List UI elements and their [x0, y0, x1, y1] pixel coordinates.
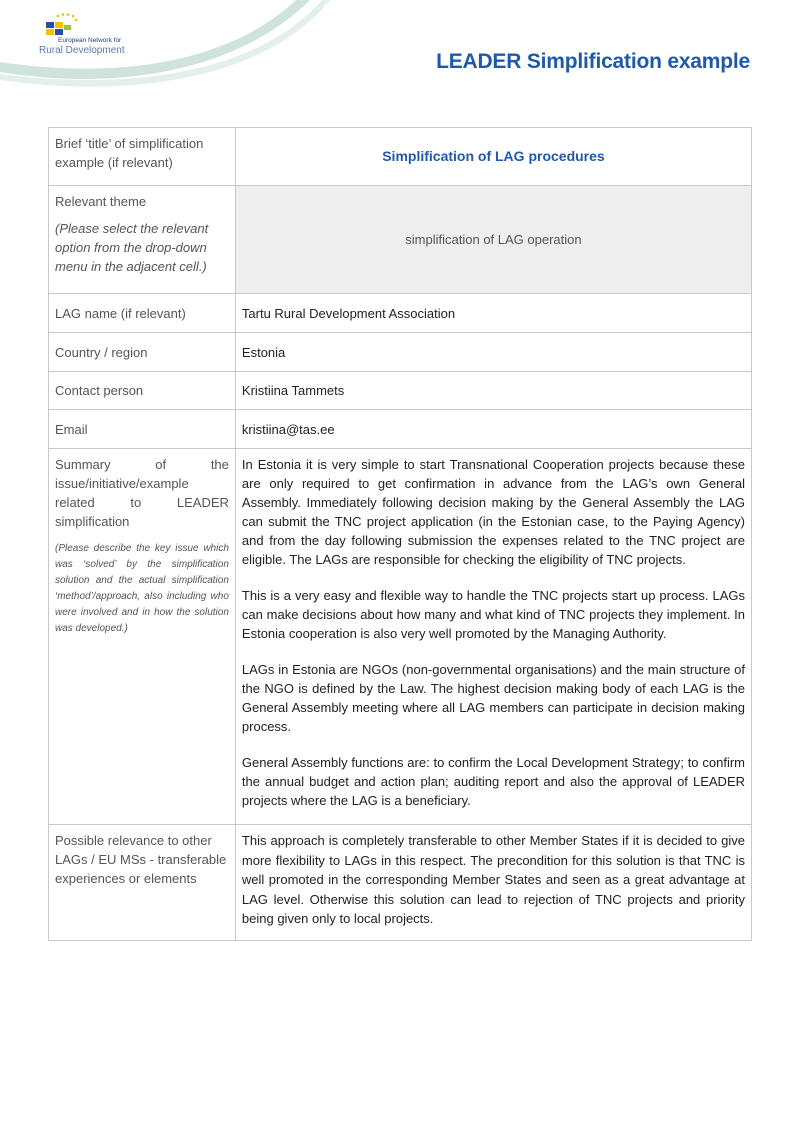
summary-paragraph: General Assembly functions are: to confirm the Local Development Strategy; to confirm the annual budget and action plan; auditing report and also the approval of LEADER projects where the LAG is a beneficiary.: [241, 755, 745, 808]
row-title-value: [235, 128, 751, 186]
row-summary-label: [49, 449, 236, 825]
lag-name-label: LAG name (if relevant): [49, 294, 236, 333]
logo-text-line2: Rural Development: [39, 45, 125, 56]
document-title: LEADER Simplification example: [436, 50, 750, 73]
row-theme: [49, 186, 752, 294]
summary-paragraph: This is a very easy and flexible way to handle the TNC projects start up process. LAGs can make decisions about how many and what kind of TNC projects they implement. In Estonia cooperation is also very well promoted by the Managing Authority.: [241, 588, 745, 641]
simplification-table: [48, 127, 752, 941]
theme-hint: (Please select the relevant option from the drop-down menu in the adjacent cell.): [55, 221, 209, 274]
email-value: kristiina@tas.ee: [235, 410, 751, 449]
logo-emblem-icon: [40, 12, 84, 38]
logo-text-line1: European Network for: [58, 37, 122, 44]
row-lag-name: [49, 294, 752, 333]
relevance-value: This approach is completely transferable to other Member States if it is decided to give more flexibility to LAGs in this respect. The precondition for this solution is that TNC is well promoted in the corresponding Member States and seen as a great advantage at LAG level. Otherwise this solution can lead to rejection of TNC projects and priority being given only to local projects.: [235, 825, 751, 941]
summary-label: Summary of the issue/initiative/example related to LEADER simplification: [55, 457, 229, 529]
simplification-title: Simplification of LAG procedures: [382, 148, 605, 164]
row-email: [49, 410, 752, 449]
row-summary: [49, 449, 752, 825]
enrd-logo: [38, 10, 148, 58]
row-relevance: [49, 825, 752, 941]
page-header: [0, 0, 800, 100]
row-title-label: Brief ‘title’ of simplification example (if relevant): [49, 128, 236, 186]
row-title: [49, 128, 752, 186]
country-value: Estonia: [235, 333, 751, 372]
summary-paragraph: LAGs in Estonia are NGOs (non-governmental organisations) and the main structure of the NGO is defined by the Law. The highest decision making body of each LAG is the General Assembly meeting where all LAG members can participate in decision making process.: [241, 662, 745, 734]
lag-name-value: Tartu Rural Development Association: [235, 294, 751, 333]
theme-selected-value: simplification of LAG operation: [405, 232, 582, 247]
row-country: [49, 333, 752, 372]
contact-value: Kristiina Tammets: [235, 372, 751, 410]
email-label: Email: [49, 410, 236, 449]
relevance-label: Possible relevance to other LAGs / EU MSs - transferable experiences or elements: [49, 825, 236, 941]
row-contact: [49, 372, 752, 410]
theme-label: Relevant theme: [55, 194, 147, 209]
country-label: Country / region: [49, 333, 236, 372]
summary-value: [235, 449, 751, 825]
summary-paragraph: In Estonia it is very simple to start Transnational Cooperation projects because these are only required to get confirmation in advance from the LAG’s own General Assembly. Immediately following decision making by the General Assembly the LAG can submit the TNC project application (in the Estonian case, to the Paying Agency) and from the day following submission the expenses related to the TNC project are eligible. The LAGs are responsible for checking the eligibility of TNC projects.: [241, 457, 745, 567]
contact-label: Contact person: [49, 372, 236, 410]
row-theme-label: [49, 186, 236, 294]
summary-hint: (Please describe the key issue which was ‘solved’ by the simplification solution and the actual simplification ‘method’/approach, also including who were involved and in how the solution was developed.): [55, 543, 229, 634]
theme-dropdown-cell[interactable]: [235, 186, 751, 294]
